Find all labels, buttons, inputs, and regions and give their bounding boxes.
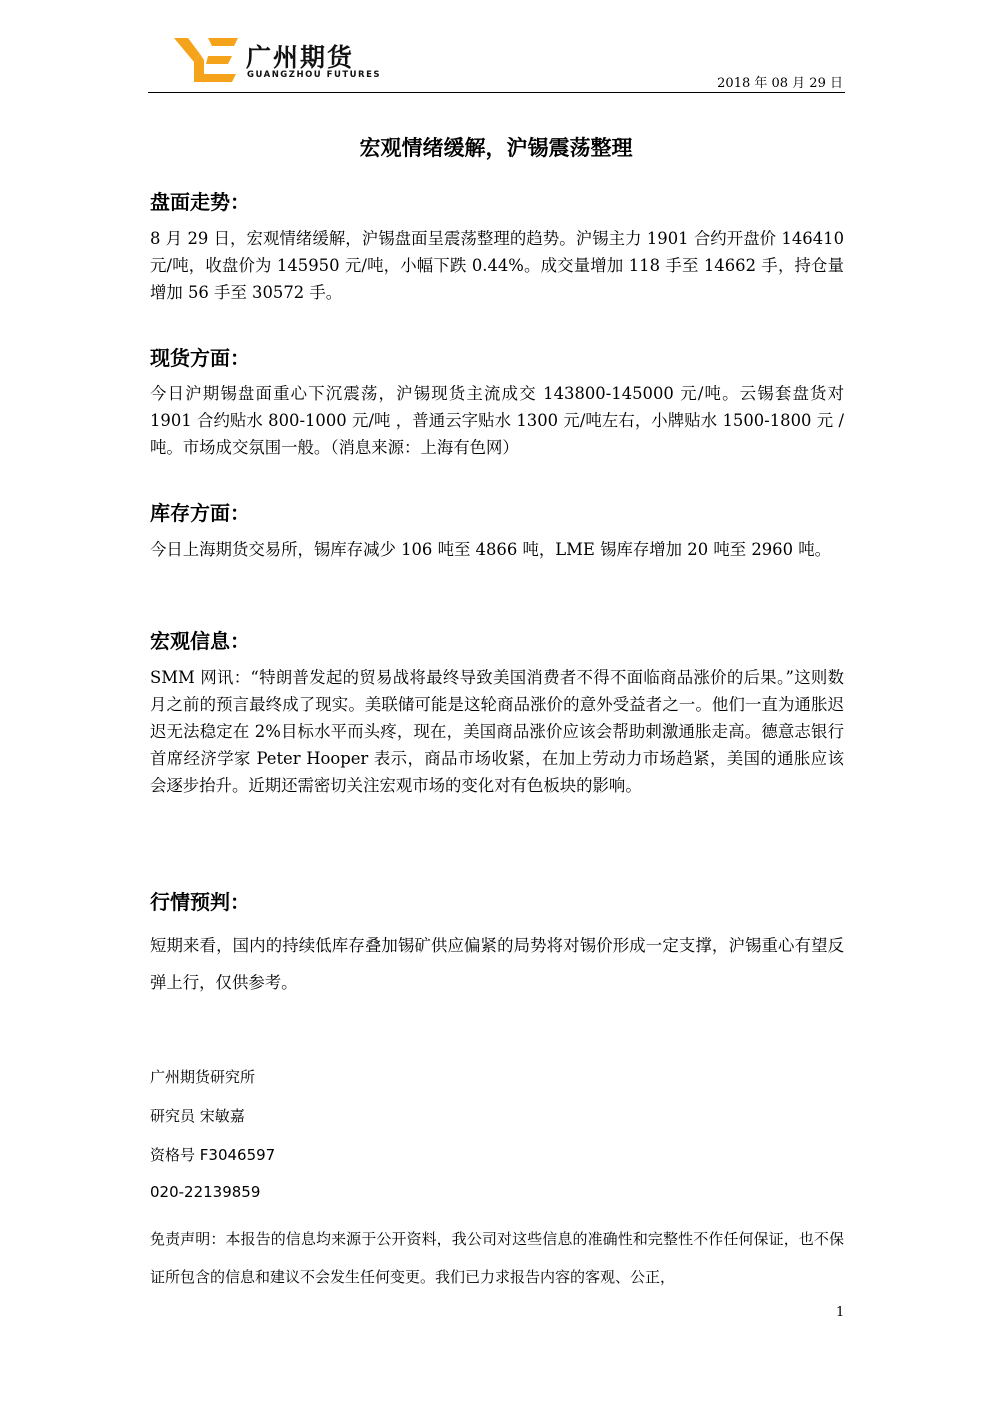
page-number: 1 (836, 1305, 845, 1320)
section-body-outlook: 短期来看，国内的持续低库存叠加锡矿供应偏紧的局势将对锡价形成一定支撑，沪锡重心有望反弹上行，仅供参考。 (150, 936, 844, 992)
company-name-cn: 广州期货 (246, 43, 355, 72)
section-body-inventory: 今日上海期货交易所，锡库存减少 106 吨至 4866 吨，LME 锡库存增加 20 吨至 2960 吨。 (150, 540, 832, 559)
section-body-market-trend: 8 月 29 日，宏观情绪缓解，沪锡盘面呈震荡整理的趋势。沪锡主力 1901 合约开盘价 146410 元/吨，收盘价为 145950 元/吨，小幅下跌 0.44%。成交量增加 118 手至 14662 手，持仓量增加 56 手至 30572 手。 (150, 229, 844, 302)
section-heading-spot: 现货方面： (150, 346, 250, 370)
report-title: 宏观情绪缓解，沪锡震荡整理 (359, 136, 633, 160)
disclaimer-text: 免责声明：本报告的信息均来源于公开资料，我公司对这些信息的准确性和完整性不作任何保证，也不保证所包含的信息和建议不会发生任何变更。我们已力求报告内容的客观、公正， (150, 1230, 844, 1286)
header-divider (148, 92, 845, 93)
section-heading-macro: 宏观信息： (150, 629, 250, 653)
company-logo-icon (174, 38, 238, 82)
section-heading-outlook: 行情预判： (150, 890, 250, 914)
signature-researcher: 研究员 宋敏嘉 (150, 1107, 245, 1125)
section-heading-inventory: 库存方面： (150, 501, 250, 525)
company-name-en: GUANGZHOU FUTURES (247, 70, 382, 80)
section-body-macro: SMM 网讯：“特朗普发起的贸易战将最终导致美国消费者不得不面临商品涨价的后果。”这则数月之前的预言最终成了现实。美联储可能是这轮商品涨价的意外受益者之一。他们一直为通胀迟迟无法稳定在 2%目标水平而头疼，现在，美国商品涨价应该会帮助刺激通胀走高。德意志银行首席经济学家 Peter Hooper 表示，商品市场收紧，在加上劳动力市场趋紧，美国的通胀应该会逐步抬升。近期还需密切关注宏观市场的变化对有色板块的影响。 (150, 668, 844, 795)
report-date: 2018 年 08 月 29 日 (717, 76, 843, 91)
signature-license: 资格号 F3046597 (150, 1146, 276, 1164)
page-header (148, 30, 845, 94)
section-heading-market-trend: 盘面走势： (150, 190, 250, 214)
signature-institute: 广州期货研究所 (150, 1068, 256, 1086)
section-body-spot: 今日沪期锡盘面重心下沉震荡，沪锡现货主流成交 143800-145000 元/吨。云锡套盘货对 1901 合约贴水 800-1000 元/吨 ，普通云字贴水 1300 元/吨左右，小牌贴水 1500-1800 元 /吨。市场成交氛围一般。（消息来源：上海有色网） (150, 384, 844, 457)
signature-phone: 020-22139859 (150, 1183, 261, 1201)
